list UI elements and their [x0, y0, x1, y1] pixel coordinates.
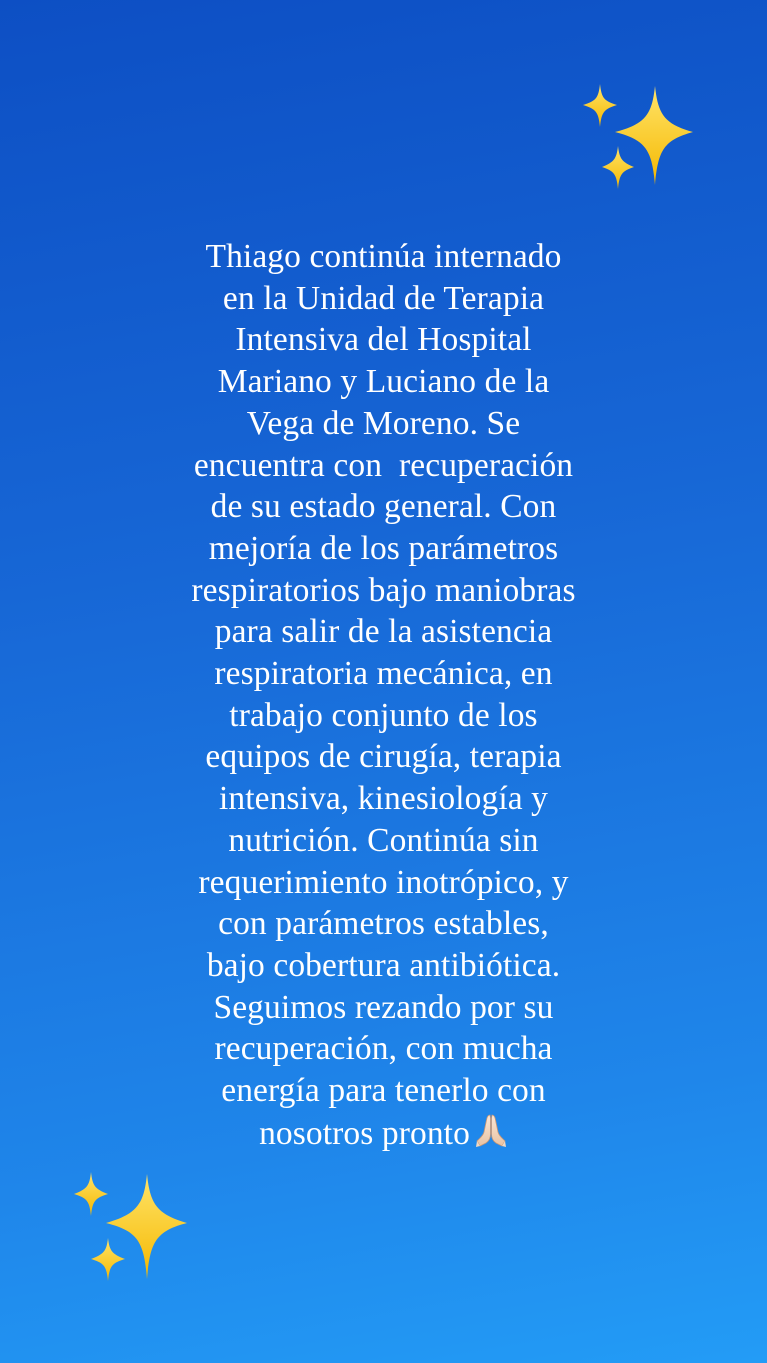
message-line: equipos de cirugía, terapia	[205, 738, 562, 776]
message-line: respiratoria mecánica, en	[214, 655, 553, 693]
message-line: para salir de la asistencia	[214, 613, 553, 651]
message-line: mejoría de los parámetros	[208, 529, 559, 567]
message-line: Intensiva del Hospital	[235, 321, 532, 359]
message-line: recuperación, con mucha	[214, 1030, 553, 1068]
message-line: bajo cobertura antibiótica.	[206, 946, 561, 984]
praying-hands-icon	[474, 1112, 508, 1159]
message-line: Vega de Moreno. Se	[246, 404, 521, 442]
sparkles-icon	[580, 82, 700, 197]
message-line: trabajo conjunto de los	[229, 696, 538, 734]
message-line: intensiva, kinesiología y	[218, 780, 549, 818]
message-line: de su estado general. Con	[210, 488, 557, 526]
message-line: Thiago continúa internado	[205, 238, 562, 275]
message-line: Mariano y Luciano de la	[217, 363, 550, 401]
message-line: en la Unidad de Terapia	[222, 279, 545, 317]
message-last-line	[120, 1112, 647, 1159]
message-line: encuentra con recuperación	[193, 446, 574, 484]
message-line: respiratorios bajo maniobras	[191, 571, 576, 609]
message-line: requerimiento inotrópico, y	[198, 863, 569, 901]
message-line: con parámetros estables,	[218, 905, 549, 943]
sparkles-icon	[70, 1168, 195, 1288]
story-message	[120, 236, 647, 1158]
message-line: Seguimos rezando por su	[213, 988, 554, 1026]
message-line: nosotros pronto	[259, 1114, 470, 1152]
message-line: nutrición. Continúa sin	[228, 821, 539, 859]
message-line: energía para tenerlo con	[221, 1072, 546, 1110]
